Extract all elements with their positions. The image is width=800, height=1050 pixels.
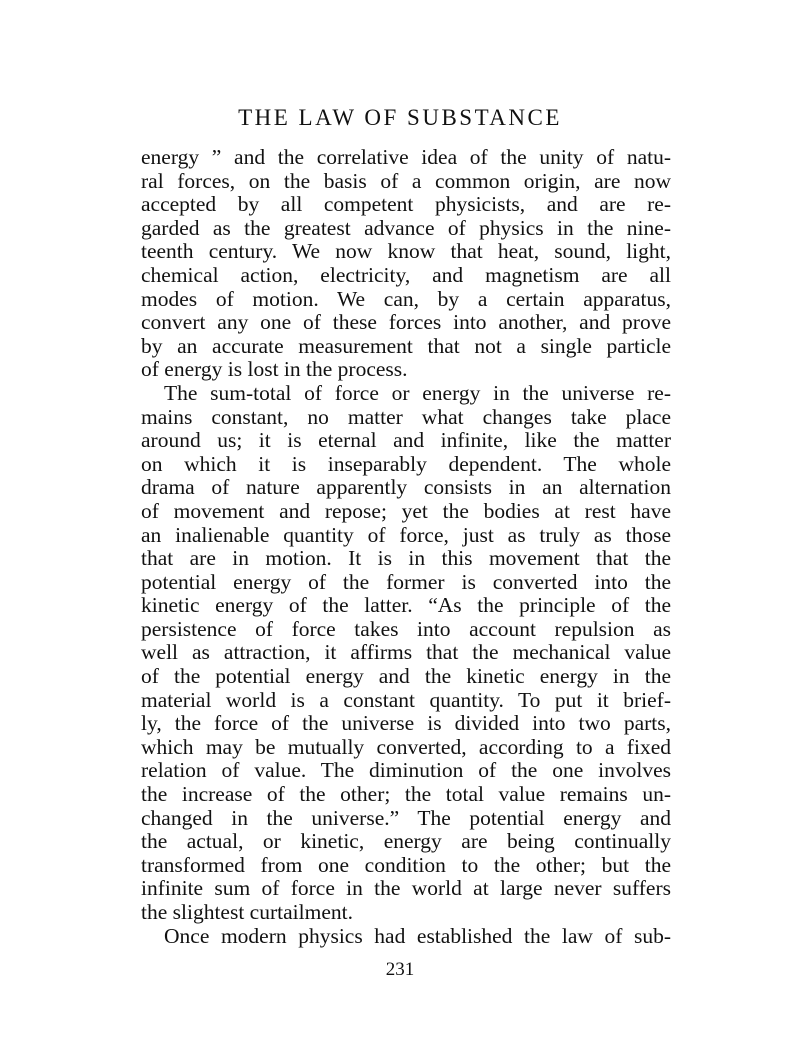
- text-line: garded as the greatest advance of physics in the nine-: [141, 215, 671, 240]
- text-line: changed in the universe.” The potential energy and: [141, 805, 671, 830]
- text-line: chemical action, electricity, and magnetism are all: [141, 262, 671, 287]
- text-line: material world is a constant quantity. To put it brief-: [141, 687, 671, 712]
- text-line: energy ” and the correlative idea of the unity of natu-: [141, 145, 671, 169]
- page-number: 231: [385, 959, 415, 980]
- text-line: transformed from one condition to the other; but the: [141, 852, 671, 877]
- text-line: by an accurate measurement that not a single particle: [141, 333, 671, 358]
- text-line: persistence of force takes into account repulsion as: [141, 616, 671, 641]
- text-line: modes of motion. We can, by a certain apparatus,: [141, 286, 671, 311]
- text-line: ral forces, on the basis of a common origin, are now: [141, 168, 671, 193]
- text-line: mains constant, no matter what changes take place: [141, 404, 671, 429]
- text-line: infinite sum of force in the world at large never suffers: [141, 876, 671, 901]
- text-line: drama of nature apparently consists in an alternation: [141, 475, 671, 500]
- text-line: convert any one of these forces into another, and prove: [141, 310, 671, 335]
- text-line: an inalienable quantity of force, just as truly as those: [141, 522, 671, 547]
- text-line: of the potential energy and the kinetic energy in the: [141, 664, 671, 689]
- body-text: [141, 146, 671, 948]
- text-line: ly, the force of the universe is divided into two parts,: [141, 711, 671, 736]
- text-line: potential energy of the former is converted into the: [141, 569, 671, 594]
- text-line: teenth century. We now know that heat, sound, light,: [141, 239, 671, 264]
- text-line: well as attraction, it affirms that the mechanical value: [141, 640, 671, 665]
- text-line: of movement and repose; yet the bodies at rest have: [141, 498, 671, 523]
- text-line: relation of value. The diminution of the one involves: [141, 758, 671, 783]
- text-line: on which it is inseparably dependent. The whole: [141, 451, 671, 476]
- text-line: which may be mutually converted, according to a fixed: [141, 734, 671, 759]
- text-line: that are in motion. It is in this movement that the: [141, 546, 671, 571]
- text-line: the slightest curtailment.: [141, 900, 353, 924]
- text-line: Once modern physics had established the law of sub-: [164, 923, 671, 948]
- text-line: the increase of the other; the total value remains un-: [141, 782, 671, 807]
- text-line: The sum-total of force or energy in the universe re-: [164, 380, 671, 405]
- text-line: around us; it is eternal and infinite, like the matter: [141, 428, 671, 453]
- text-line: kinetic energy of the latter. “As the principle of the: [141, 593, 671, 618]
- running-head: THE LAW OF SUBSTANCE: [238, 105, 562, 130]
- text-line: the actual, or kinetic, energy are being continually: [141, 829, 671, 854]
- text-line: of energy is lost in the process.: [141, 357, 408, 382]
- text-line: accepted by all competent physicists, and are re-: [141, 192, 671, 217]
